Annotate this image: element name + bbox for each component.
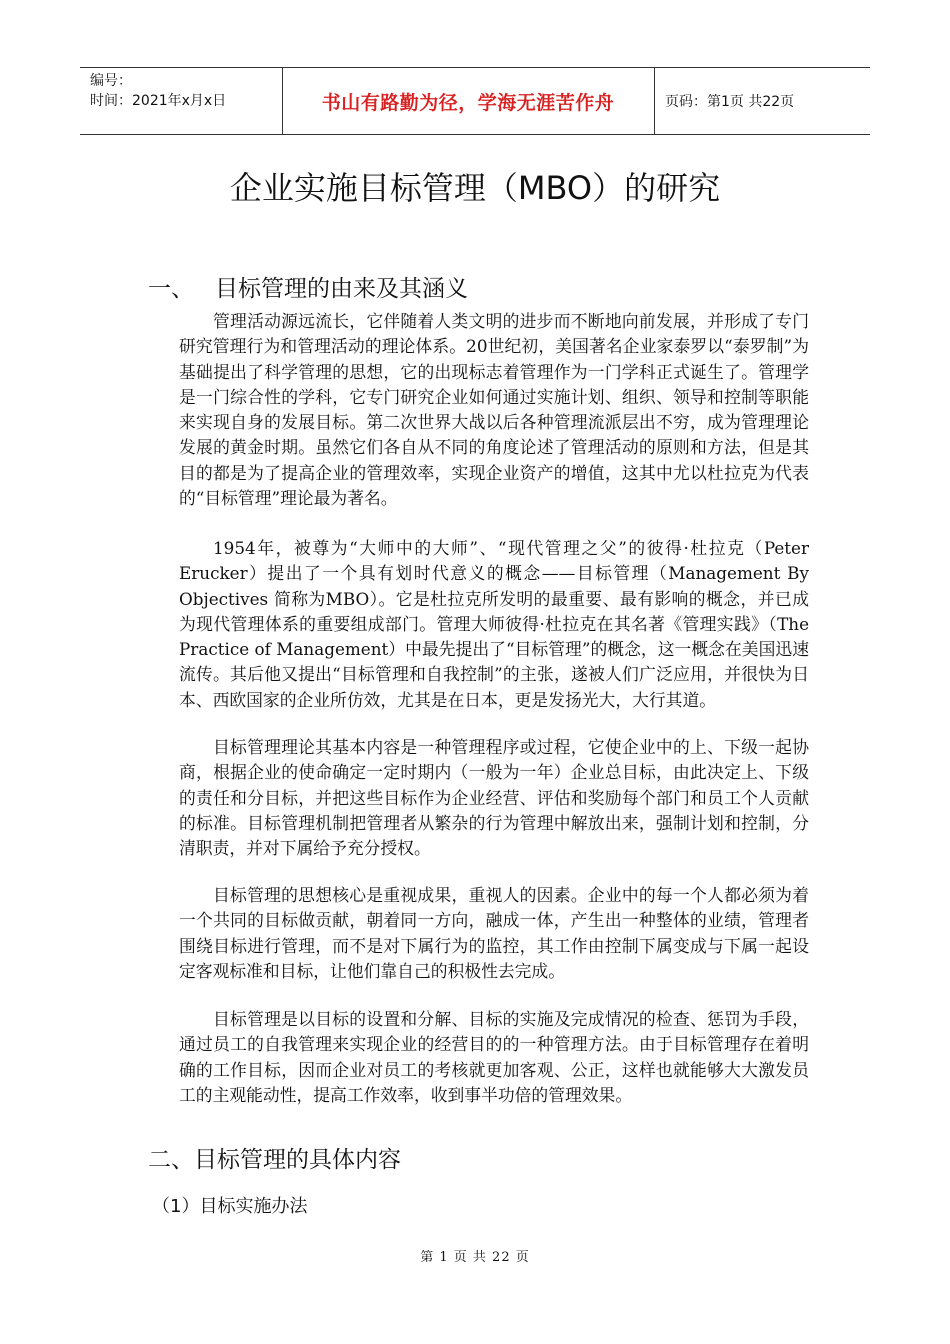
section-heading-1 — [148, 270, 468, 303]
header-slogan: 书山有路勤为径，学海无涯苦作舟 — [321, 91, 615, 114]
body-paragraph: 管理活动源远流长，它伴随着人类文明的进步而不断地向前发展，并形成了专门研究管理行为和管理活动的理论体系。20世纪初，美国著名企业家泰罗以“泰罗制”为基础提出了科学管理的思想，它的出现标志着管理作为一门学科正式诞生了。管理学是一门综合性的学科，它专门研究企业如何通过实施计划、组织、领导和控制等职能来实现自身的发展目标。第二次世界大战以后各种管理流派层出不穷，成为管理理论发展的黄金时期。虽然它们各自从不同的角度论述了管理活动的原则和方法，但是其目的都是为了提高企业的管理效率，实现企业资产的增值，这其中尤以杜拉克为代表的“目标管理”理论最为著名。 — [179, 311, 809, 509]
document-title: 企业实施目标管理（MBO）的研究 — [229, 169, 721, 207]
header-meta — [90, 71, 226, 111]
page-footer: 第 1 页 共 22 页 — [420, 1250, 530, 1265]
section-number: 一、 — [148, 276, 194, 302]
page-header — [80, 67, 870, 135]
body-paragraph: 目标管理理论其基本内容是一种管理程序或过程，它使企业中的上、下级一起协商，根据企业的使命确定一定时期内（一般为一年）企业总目标，由此决定上、下级的责任和分目标，并把这些目标作为企业经营、评估和奖励每个部门和员工个人贡献的标准。目标管理机制把管理者从繁杂的行为管理中解放出来，强制计划和控制，分清职责，并对下属给予充分授权。 — [179, 737, 809, 859]
subsection-heading: （1）目标实施办法 — [152, 1196, 308, 1217]
section-heading-2: 二、目标管理的具体内容 — [148, 1147, 401, 1173]
header-page-info: 页码：第1页 共22页 — [665, 94, 795, 110]
body-paragraph: 1954年，被尊为“大师中的大师”、“现代管理之父”的彼得·杜拉克（Peter Erucker）提出了一个具有划时代意义的概念——目标管理（Management By Objectives 简称为MBO）。它是杜拉克所发明的最重要、最有影响的概念，并已成为现代管理体系的重要组成部门。管理大师彼得·杜拉克在其名著《管理实践》（The Practice of Management）中最先提出了“目标管理”的概念，这一概念在美国迅速流传。其后他又提出“目标管理和自我控制”的主张，遂被人们广泛应用，并很快为日本、西欧国家的企业所仿效，尤其是在日本，更是发扬光大，大行其道。 — [179, 538, 809, 710]
document-date-label: 时间：2021年x月x日 — [90, 93, 227, 109]
document-number-label: 编号： — [90, 73, 132, 89]
body-paragraph: 目标管理是以目标的设置和分解、目标的实施及完成情况的检查、惩罚为手段，通过员工的自我管理来实现企业的经营目的的一种管理方法。由于目标管理存在着明确的工作目标，因而企业对员工的考核就更加客观、公正，这样也就能够大大激发员工的主观能动性，提高工作效率，收到事半功倍的管理效果。 — [179, 1009, 809, 1105]
body-paragraph: 目标管理的思想核心是重视成果，重视人的因素。企业中的每一个人都必须为着一个共同的目标做贡献，朝着同一方向，融成一体，产生出一种整体的业绩，管理者围绕目标进行管理，而不是对下属行为的监控，其工作由控制下属变成与下属一起设定客观标准和目标，让他们靠自己的积极性去完成。 — [179, 885, 809, 981]
header-divider — [654, 68, 655, 134]
section-title: 目标管理的由来及其涵义 — [215, 276, 468, 302]
